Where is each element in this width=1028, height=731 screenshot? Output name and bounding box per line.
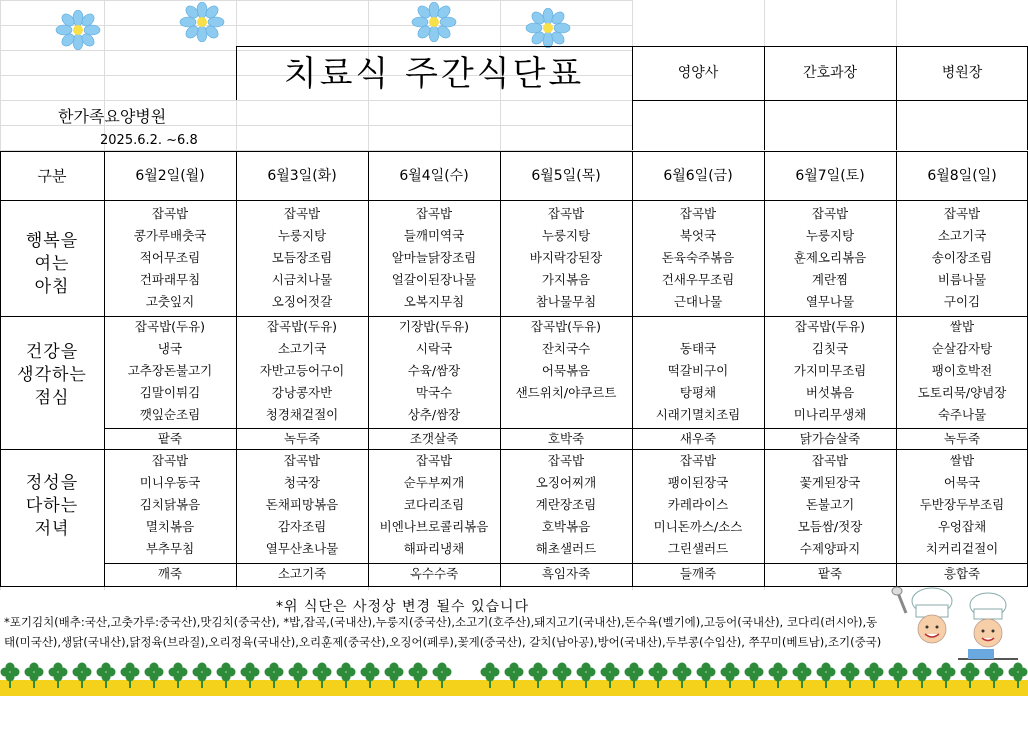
breakfast-menu-item: 누룽지탕: [541, 228, 591, 243]
lunch-menu-item: 어묵볶음: [541, 363, 591, 378]
dinner-porridge: 깨죽: [157, 566, 183, 581]
hospital-name: 한가족요양병원: [58, 107, 167, 126]
dinner-menu-item: 잡곡밥: [151, 453, 189, 468]
dinner-porridge: 소고기죽: [277, 566, 327, 581]
breakfast-menu-item: 훈제오리볶음: [793, 250, 867, 265]
table-line: [764, 151, 765, 586]
day-header: 6월7일(토): [795, 168, 865, 184]
table-line: [632, 151, 633, 586]
table-line: [0, 151, 1028, 152]
breakfast-menu-item: 알마늘닭장조림: [391, 250, 477, 265]
lunch-porridge: 조갯살죽: [409, 431, 459, 446]
dinner-porridge: 흑임자죽: [541, 566, 591, 581]
flower-icon: [522, 8, 574, 48]
breakfast-menu-item: 오복지무침: [403, 294, 465, 309]
lunch-menu-item: 강낭콩자반: [271, 385, 333, 400]
table-line: [632, 100, 1028, 101]
page-title: 치료식 주간식단표: [283, 54, 585, 94]
table-line: [0, 151, 1, 586]
table-line: [632, 46, 1028, 47]
dinner-menu-item: 돈불고기: [805, 497, 855, 512]
dinner-porridge: 흥합죽: [943, 566, 981, 581]
breakfast-menu-item: 누룽지탕: [805, 228, 855, 243]
signature-label-dietitian: 영양사: [677, 65, 719, 81]
dinner-menu-item: 치커리겉절이: [925, 541, 999, 556]
gridline: [0, 50, 632, 51]
breakfast-menu-item: 소고기국: [937, 228, 987, 243]
breakfast-menu-item: 고춧잎지: [145, 294, 195, 309]
lunch-menu-item: 깻잎순조림: [139, 407, 201, 422]
lunch-menu-item: 숙주나물: [937, 407, 987, 422]
lunch-menu-item: 쌀밥: [949, 319, 975, 334]
table-line: [896, 151, 897, 586]
breakfast-menu-item: 들깨미역국: [403, 228, 465, 243]
dinner-menu-item: 미니돈까스/소스: [653, 519, 743, 534]
dinner-menu-item: 계란장조림: [535, 497, 597, 512]
breakfast-menu-item: 잡곡밥: [943, 206, 981, 221]
dinner-menu-item: 우엉잡채: [937, 519, 987, 534]
breakfast-menu-item: 잡곡밥: [811, 206, 849, 221]
table-line: [0, 449, 1028, 450]
lunch-menu-item: 김말이튀김: [139, 385, 201, 400]
dinner-porridge: 팥죽: [817, 566, 843, 581]
lunch-menu-item: 잡곡밥(두유): [134, 319, 206, 334]
breakfast-menu-item: 잡곡밥: [283, 206, 321, 221]
day-header: 6월4일(수): [399, 168, 469, 184]
lunch-menu-item: 수육/쌈장: [407, 363, 461, 378]
breakfast-menu-item: 계란찜: [811, 272, 849, 287]
lunch-menu-item: 청경채겉절이: [265, 407, 339, 422]
lunch-menu-item: 순살감자탕: [931, 341, 993, 356]
dinner-menu-item: 돈채피망볶음: [265, 497, 339, 512]
lunch-label: [0, 341, 104, 410]
lunch-menu-item: 김칫국: [811, 341, 849, 356]
lunch-porridge: 녹두죽: [943, 431, 981, 446]
lunch-menu-item: 자반고등어구이: [259, 363, 345, 378]
lunch-porridge: 호박죽: [547, 431, 585, 446]
gridline: [0, 100, 632, 101]
breakfast-menu-item: 돈육숙주볶음: [661, 250, 735, 265]
dinner-menu-item: 그린샐러드: [667, 541, 729, 556]
lunch-menu-item: 가지미무조림: [793, 363, 867, 378]
breakfast-menu-item: 근대나물: [673, 294, 723, 309]
dinner-menu-item: 코다리조림: [403, 497, 465, 512]
lunch-menu-item: 잡곡밥(두유): [266, 319, 338, 334]
breakfast-label: [0, 230, 104, 299]
breakfast-menu-item: 잡곡밥: [679, 206, 717, 221]
lunch-porridge: 녹두죽: [283, 431, 321, 446]
table-line: [236, 151, 237, 586]
breakfast-menu-item: 적어무조림: [139, 250, 201, 265]
menu-period: 2025.6.2. ~6.8: [100, 133, 198, 148]
lunch-menu-item: 도토리묵/양념장: [917, 385, 1007, 400]
lunch-porridge: 팥죽: [157, 431, 183, 446]
dinner-menu-item: 해파리냉채: [403, 541, 465, 556]
table-line: [368, 151, 369, 586]
dinner-menu-item: 모듬쌈/젓장: [797, 519, 863, 534]
lunch-menu-item: 소고기국: [277, 341, 327, 356]
dinner-label-line: 다하는: [25, 496, 79, 516]
dinner-menu-item: 두반장두부조림: [919, 497, 1005, 512]
dinner-menu-item: 꽃게된장국: [799, 475, 861, 490]
table-line: [236, 46, 237, 100]
chef-icon: [888, 585, 1023, 665]
dinner-menu-item: 카레라이스: [667, 497, 729, 512]
dinner-menu-item: 잡곡밥: [811, 453, 849, 468]
day-header: 6월3일(화): [267, 168, 337, 184]
dinner-label-line: 정성을: [25, 473, 79, 493]
lunch-menu-item: 고추장돈불고기: [127, 363, 213, 378]
dinner-menu-item: 잡곡밥: [283, 453, 321, 468]
lunch-menu-item: 샌드위치/야쿠르트: [515, 385, 617, 400]
lunch-menu-item: 기장밥(두유): [398, 319, 470, 334]
breakfast-menu-item: 시금치나물: [271, 272, 333, 287]
signature-label-head-nurse: 간호과장: [802, 65, 858, 81]
dinner-label: [0, 472, 104, 541]
lunch-menu-item: 냉국: [157, 341, 183, 356]
dinner-porridge: 옥수수죽: [409, 566, 459, 581]
dinner-menu-item: 미니우동국: [139, 475, 201, 490]
dinner-porridge: 들깨죽: [679, 566, 717, 581]
breakfast-menu-item: 북엇국: [679, 228, 717, 243]
lunch-porridge: 닭가슴살죽: [799, 431, 861, 446]
lunch-menu-item: 미나리무생채: [793, 407, 867, 422]
flower-icon: [176, 2, 228, 42]
dinner-menu-item: 비엔나브로콜리볶음: [379, 519, 489, 534]
lunch-menu-item: 떡갈비구이: [667, 363, 729, 378]
signature-label-director: 병원장: [941, 65, 983, 81]
lunch-menu-item: 잔치국수: [541, 341, 591, 356]
breakfast-menu-item: 건새우무조림: [661, 272, 735, 287]
dinner-menu-item: 잡곡밥: [679, 453, 717, 468]
clover-border: [0, 660, 1028, 700]
table-line: [104, 151, 105, 586]
lunch-menu-item: 버섯볶음: [805, 385, 855, 400]
dinner-menu-item: 순두부찌개: [403, 475, 465, 490]
breakfast-menu-item: 건파래무침: [139, 272, 201, 287]
breakfast-menu-item: 모듬장조림: [271, 250, 333, 265]
lunch-menu-item: 시래기멸치조림: [655, 407, 741, 422]
breakfast-menu-item: 송이장조림: [931, 250, 993, 265]
table-line: [0, 586, 1028, 587]
day-header: 6월6일(금): [663, 168, 733, 184]
table-line: [500, 151, 501, 586]
lunch-menu-item: 탕평채: [679, 385, 717, 400]
origin-info: *포기김치(배추:국산,고춧가루:중국산),맛김치(중국산), *밥,잡곡,(국내산),누룽지(중국산),소고기(호주산),돼지고기(국내산),돈수육(벨기에),고등어(국내산), 코다리(러시아),동태(미국산),생닭(국내산),닭정육(브라질),오리정육(국내산),오리훈제(중국산),오징어(페루),꽃게(중국산), 갈치(남아공),방어(국내산),두부콩(수입산), 쭈꾸미(베트남),조기(중국): [4, 615, 882, 649]
dinner-menu-item: 잡곡밥: [547, 453, 585, 468]
dinner-menu-item: 김치닭볶음: [139, 497, 201, 512]
table-line: [0, 200, 1028, 201]
table-line: [0, 316, 1028, 317]
breakfast-menu-item: 열무나물: [805, 294, 855, 309]
category-header: 구분: [37, 167, 67, 185]
breakfast-label-line: 여는: [34, 254, 70, 274]
lunch-menu-item: 상추/쌈장: [407, 407, 461, 422]
breakfast-menu-item: 비름나물: [937, 272, 987, 287]
dinner-menu-item: 오징어찌개: [535, 475, 597, 490]
lunch-label-line: 건강을: [25, 342, 79, 362]
lunch-menu-item: 잡곡밥(두유): [530, 319, 602, 334]
table-line: [896, 46, 897, 150]
breakfast-menu-item: 가지볶음: [541, 272, 591, 287]
lunch-menu-item: 막국수: [415, 385, 453, 400]
dinner-menu-item: 어묵국: [943, 475, 981, 490]
dinner-menu-item: 호박볶음: [541, 519, 591, 534]
dinner-menu-item: 팽이된장국: [667, 475, 729, 490]
lunch-porridge: 새우죽: [679, 431, 717, 446]
dinner-menu-item: 부추무침: [145, 541, 195, 556]
day-header: 6월8일(일): [927, 168, 997, 184]
breakfast-menu-item: 잡곡밥: [151, 206, 189, 221]
dinner-menu-item: 멸치볶음: [145, 519, 195, 534]
breakfast-menu-item: 잡곡밥: [415, 206, 453, 221]
dinner-menu-item: 잡곡밥: [415, 453, 453, 468]
day-header: 6월2일(월): [135, 168, 205, 184]
dinner-menu-item: 감자조림: [277, 519, 327, 534]
dinner-menu-item: 수제양파지: [799, 541, 861, 556]
table-line: [104, 428, 1028, 429]
breakfast-menu-item: 누룽지탕: [277, 228, 327, 243]
dinner-menu-item: 청국장: [283, 475, 321, 490]
table-line: [236, 46, 632, 47]
lunch-label-line: 생각하는: [17, 365, 87, 385]
lunch-menu-item: 동태국: [679, 341, 717, 356]
breakfast-menu-item: 콩가루배춧국: [133, 228, 207, 243]
change-notice: *위 식단은 사정상 변경 될수 있습니다: [276, 599, 530, 615]
dinner-menu-item: 쌀밥: [949, 453, 975, 468]
dinner-label-line: 저녁: [34, 519, 70, 539]
table-line: [764, 46, 765, 150]
flower-icon: [408, 2, 460, 42]
day-header: 6월5일(목): [531, 168, 601, 184]
lunch-menu-item: 잡곡밥(두유): [794, 319, 866, 334]
breakfast-label-line: 행복을: [25, 231, 79, 251]
breakfast-label-line: 아침: [34, 277, 70, 297]
breakfast-menu-item: 바지락강된장: [529, 250, 603, 265]
breakfast-menu-item: 얼갈이된장나물: [391, 272, 477, 287]
breakfast-menu-item: 잡곡밥: [547, 206, 585, 221]
flower-icon: [52, 10, 104, 50]
table-line: [104, 563, 1028, 564]
breakfast-menu-item: 오징어젓갈: [271, 294, 333, 309]
gridline: [0, 0, 632, 1]
lunch-menu-item: 팽이호박전: [931, 363, 993, 378]
dinner-menu-item: 열무산초나물: [265, 541, 339, 556]
lunch-menu-item: 시락국: [415, 341, 453, 356]
breakfast-menu-item: 참나물무침: [535, 294, 597, 309]
lunch-label-line: 점심: [34, 388, 70, 408]
dinner-menu-item: 해초샐러드: [535, 541, 597, 556]
table-line: [632, 46, 633, 150]
breakfast-menu-item: 구이김: [943, 294, 981, 309]
